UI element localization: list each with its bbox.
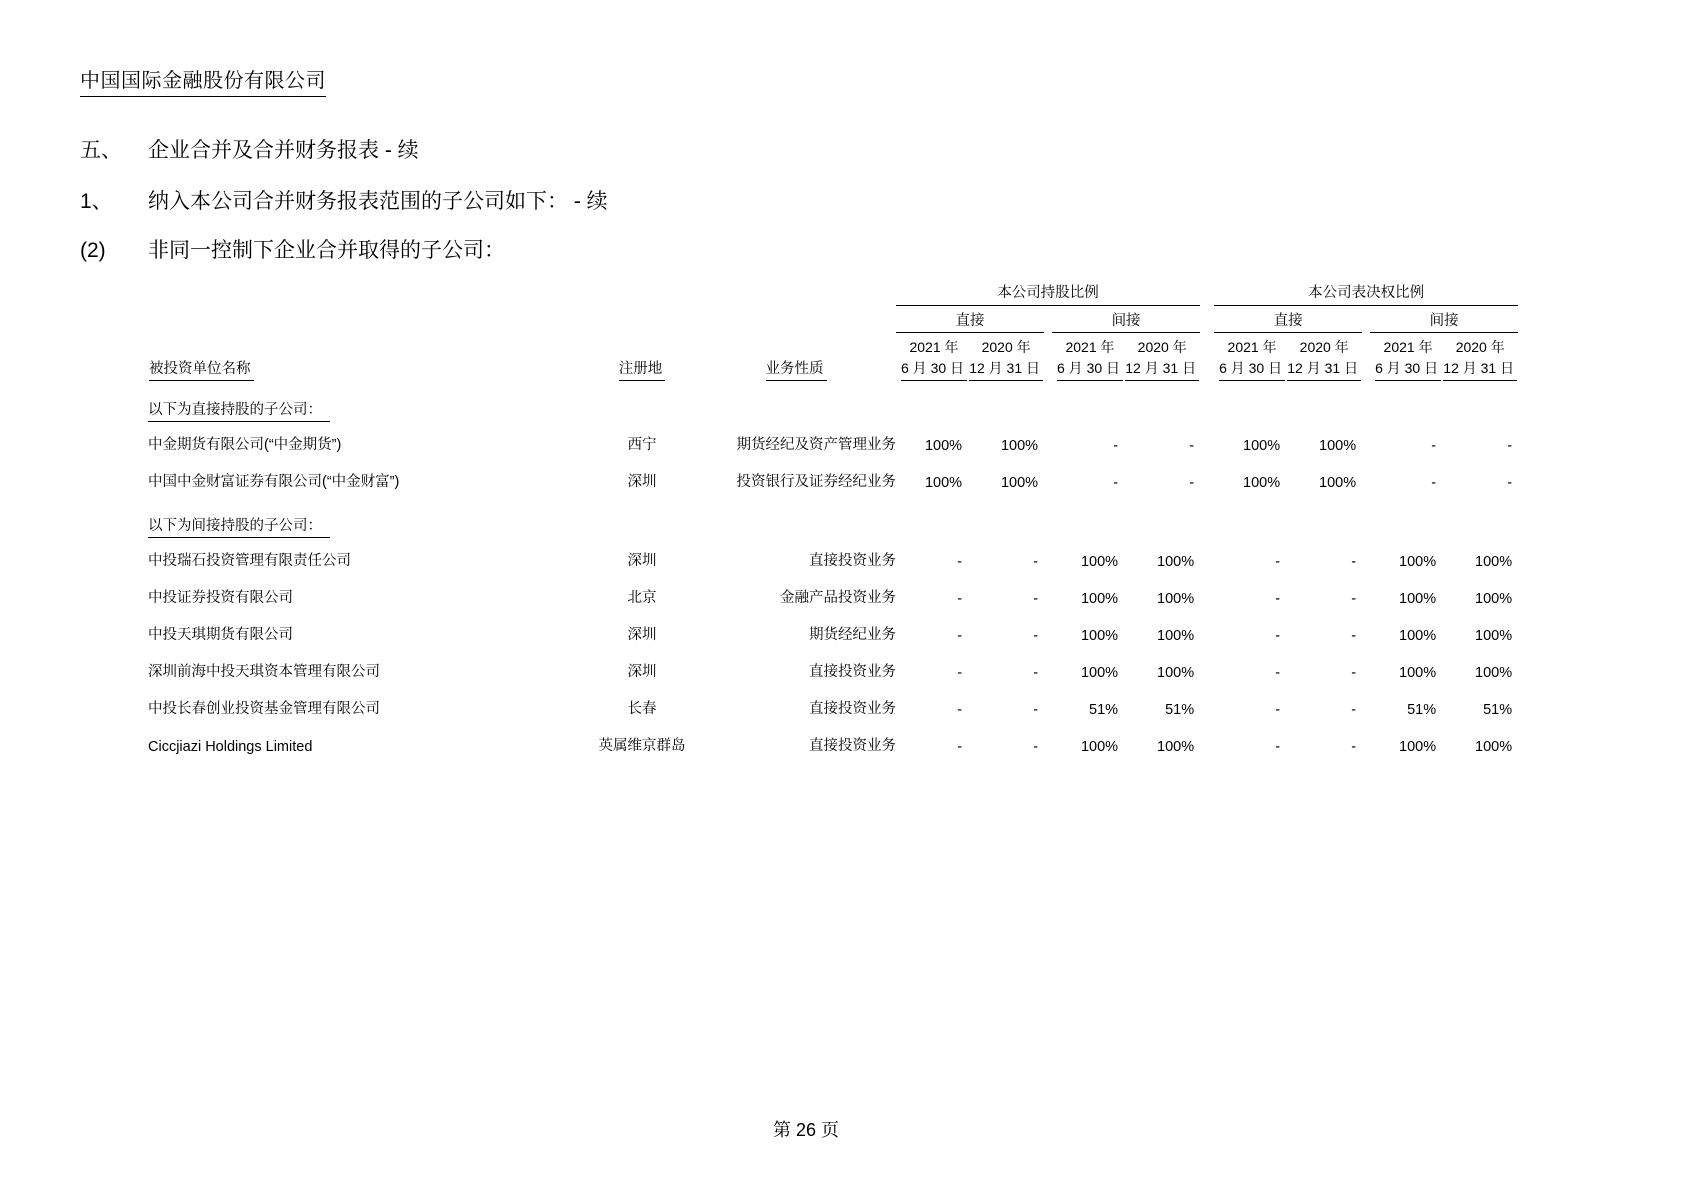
spacer-cell [1044,306,1052,333]
table-row [148,614,1518,651]
spacer-cell [1200,688,1214,725]
percentage-value-cell: - [957,739,963,755]
column-header-registered-place: 注册地 [588,333,696,383]
spacer-cell [1362,577,1370,614]
table-body [148,382,1518,762]
column-header-period-2020: 2020 年 12 月 31 日 [1124,333,1200,383]
registered-place-cell: 长春 [627,701,657,717]
spacer-cell [1200,424,1214,461]
page-number: 第 26 页 [772,1120,840,1140]
group-header-shareholding: 本公司持股比例 [896,280,1200,306]
percentage-value-cell: 100% [1243,475,1281,491]
percentage-value-cell: 100% [1399,739,1437,755]
spacer-cell [1200,577,1214,614]
percentage-value-cell: 51% [1483,702,1513,718]
percentage-value-cell: 100% [1319,438,1357,454]
percentage-value-cell: 100% [1475,554,1513,570]
percentage-value-cell: - [1507,475,1513,491]
percentage-value-cell: 100% [1399,591,1437,607]
percentage-value-cell: 100% [1000,475,1039,491]
business-nature-cell: 金融产品投资业务 [780,590,897,606]
spacer-cell [1200,651,1214,688]
spacer-cell [1200,306,1214,333]
percentage-value-cell: - [1113,475,1119,491]
investee-name-cell: 中投天琪期货有限公司 [148,627,293,643]
spacer-cell [1362,424,1370,461]
spacer-cell [1044,725,1052,762]
percentage-value-cell: - [957,591,963,607]
percentage-value-cell: 100% [1319,475,1357,491]
percentage-value-cell: - [957,665,963,681]
spacer-cell [1044,614,1052,651]
column-header-period-2021: 2021 年 6 月 30 日 [1052,333,1124,383]
business-nature-cell: 投资银行及证券经纪业务 [736,474,897,490]
spacer-cell [1044,333,1052,383]
subsidiaries-table [148,280,1518,762]
subgroup-header-indirect: 间接 [1370,306,1518,333]
percentage-value-cell: - [1275,591,1281,607]
spacer-cell [1044,540,1052,577]
percentage-value-cell: - [1033,739,1039,755]
registered-place-cell: 深圳 [627,474,657,490]
percentage-value-cell: - [1275,665,1281,681]
percentage-value-cell: 100% [1080,739,1119,755]
heading-number: 五、 [80,139,122,162]
registered-place-cell: 深圳 [627,553,657,569]
table-row [148,424,1518,461]
table-row [148,577,1518,614]
percentage-value-cell: 100% [1157,554,1195,570]
subgroup-header-row [148,306,1518,333]
percentage-value-cell: 51% [1407,702,1437,718]
section-heading-level1 [80,134,419,164]
column-header-investee-name: 被投资单位名称 [148,333,588,383]
business-nature-cell: 直接投资业务 [809,738,897,754]
percentage-value-cell: - [1033,554,1039,570]
investee-name-cell: 中金期货有限公司(“中金期货”) [148,437,342,453]
percentage-value-cell: 100% [924,475,963,491]
spacer-cell [1044,688,1052,725]
percentage-value-cell: 100% [924,438,963,454]
spacer-cell [1200,540,1214,577]
percentage-value-cell: - [1113,438,1119,454]
business-nature-cell: 期货经纪及资产管理业务 [736,437,897,453]
percentage-value-cell: - [957,702,963,718]
percentage-value-cell: 100% [1475,628,1513,644]
investee-name-cell: 深圳前海中投天琪资本管理有限公司 [148,664,380,680]
investee-name-cell: 中投瑞石投资管理有限责任公司 [148,553,351,569]
percentage-value-cell: 100% [1080,628,1119,644]
spacer-cell [1362,614,1370,651]
percentage-value-cell: 100% [1475,665,1513,681]
spacer-cell [1362,688,1370,725]
investee-name-cell: 中投长春创业投资基金管理有限公司 [148,701,380,717]
percentage-value-cell: 100% [1475,591,1513,607]
heading-text: 企业合并及合并财务报表 - 续 [148,139,419,162]
percentage-value-cell: 100% [1399,554,1437,570]
section-label-row [148,498,1518,540]
percentage-value-cell: - [1033,591,1039,607]
percentage-value-cell: - [1351,591,1357,607]
percentage-value-cell: - [1033,702,1039,718]
percentage-value-cell: - [1275,554,1281,570]
spacer-cell [1362,540,1370,577]
column-header-business-nature: 业务性质 [696,333,896,383]
business-nature-cell: 直接投资业务 [809,701,897,717]
subgroup-header-indirect: 间接 [1052,306,1200,333]
percentage-value-cell: 100% [1080,554,1119,570]
spacer-cell [1200,280,1214,306]
company-title [80,64,326,97]
percentage-value-cell: - [1351,739,1357,755]
spacer-cell [1044,651,1052,688]
column-header-period-2020: 2020 年 12 月 31 日 [1286,333,1362,383]
percentage-value-cell: 51% [1089,702,1119,718]
percentage-value-cell: 100% [1157,628,1195,644]
section-heading-level3 [80,234,505,264]
section-label: 以下为直接持股的子公司： [148,398,330,422]
percentage-value-cell: - [957,628,963,644]
percentage-value-cell: - [1351,665,1357,681]
section-label: 以下为间接持股的子公司： [148,514,330,538]
subgroup-header-direct: 直接 [1214,306,1362,333]
empty-header-cell [148,306,896,333]
column-header-period-2020: 2020 年 12 月 31 日 [1442,333,1518,383]
heading-text: 纳入本公司合并财务报表范围的子公司如下： - 续 [148,190,608,213]
percentage-value-cell: - [1507,438,1513,454]
table-header [148,280,1518,382]
heading-text: 非同一控制下企业合并取得的子公司： [148,239,505,262]
investee-name-cell: Ciccjiazi Holdings Limited [148,739,313,755]
percentage-value-cell: 100% [1399,665,1437,681]
spacer-cell [1362,725,1370,762]
table-row [148,651,1518,688]
spacer-cell [1362,651,1370,688]
section-label-row [148,382,1518,424]
percentage-value-cell: - [1275,702,1281,718]
investee-name-cell: 中投证券投资有限公司 [148,590,293,606]
business-nature-cell: 期货经纪业务 [809,627,897,643]
business-nature-cell: 直接投资业务 [809,553,897,569]
percentage-value-cell: - [1275,628,1281,644]
percentage-value-cell: - [1275,739,1281,755]
group-header-row [148,280,1518,306]
percentage-value-cell: - [1351,628,1357,644]
registered-place-cell: 深圳 [627,664,657,680]
percentage-value-cell: 100% [1080,591,1119,607]
empty-header-cell [148,280,896,306]
registered-place-cell: 深圳 [627,627,657,643]
table-row [148,688,1518,725]
section-label-cell [148,382,1518,424]
percentage-value-cell: 100% [1399,628,1437,644]
percentage-value-cell: - [1431,475,1437,491]
percentage-value-cell: - [1351,702,1357,718]
business-nature-cell: 直接投资业务 [809,664,897,680]
table-row [148,725,1518,762]
spacer-cell [1044,577,1052,614]
spacer-cell [1362,306,1370,333]
table-row [148,461,1518,498]
column-header-period-2021: 2021 年 6 月 30 日 [1370,333,1442,383]
percentage-value-cell: - [1189,475,1195,491]
spacer-cell [1044,424,1052,461]
percentage-value-cell: - [1351,554,1357,570]
percentage-value-cell: 100% [1157,591,1195,607]
registered-place-cell: 北京 [627,590,657,606]
percentage-value-cell: 100% [1243,438,1281,454]
heading-number: (2) [80,239,106,262]
column-header-period-2021: 2021 年 6 月 30 日 [896,333,968,383]
section-heading-level2 [80,185,608,215]
spacer-cell [1362,333,1370,383]
column-header-row [148,333,1518,383]
registered-place-cell: 西宁 [627,437,657,453]
percentage-value-cell: 100% [1000,438,1039,454]
section-label-cell [148,498,1518,540]
subgroup-header-direct: 直接 [896,306,1044,333]
spacer-cell [1200,725,1214,762]
spacer-cell [1362,461,1370,498]
company-title-text: 中国国际金融股份有限公司 [80,64,326,97]
investee-name-cell: 中国中金财富证券有限公司(“中金财富”) [148,474,400,490]
column-header-period-2020: 2020 年 12 月 31 日 [968,333,1044,383]
percentage-value-cell: 100% [1475,739,1513,755]
percentage-value-cell: - [957,554,963,570]
percentage-value-cell: 100% [1157,739,1195,755]
percentage-value-cell: 100% [1157,665,1195,681]
percentage-value-cell: - [1033,628,1039,644]
heading-number: 1、 [80,190,113,213]
column-header-period-2021: 2021 年 6 月 30 日 [1214,333,1286,383]
percentage-value-cell: - [1189,438,1195,454]
spacer-cell [1044,461,1052,498]
spacer-cell [1200,461,1214,498]
spacer-cell [1200,614,1214,651]
percentage-value-cell: 100% [1080,665,1119,681]
percentage-value-cell: - [1033,665,1039,681]
registered-place-cell: 英属维京群岛 [598,738,686,754]
percentage-value-cell: 51% [1165,702,1195,718]
percentage-value-cell: - [1431,438,1437,454]
table-row [148,540,1518,577]
spacer-cell [1200,333,1214,383]
group-header-voting: 本公司表决权比例 [1214,280,1518,306]
